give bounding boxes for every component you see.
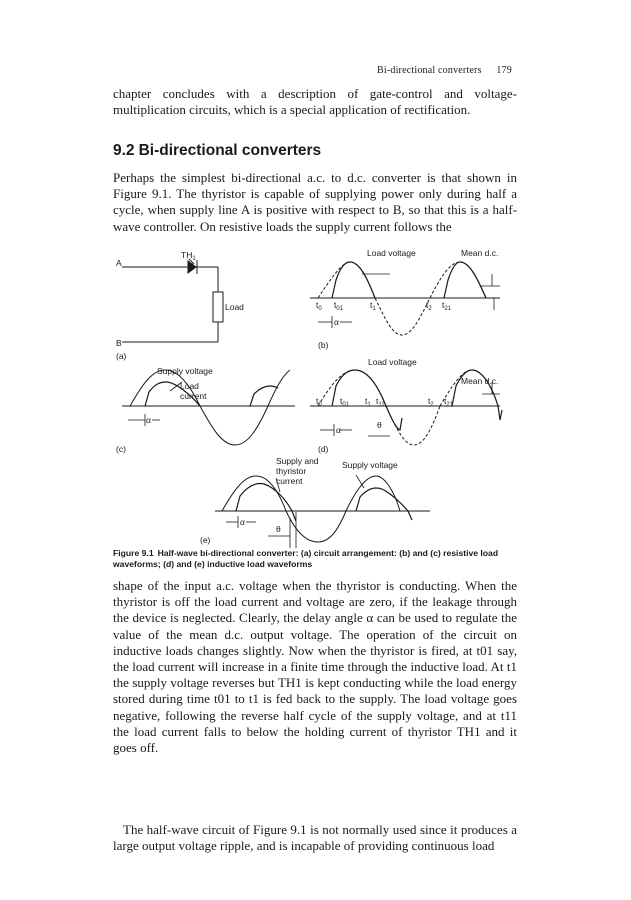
supply-thyristor-label-1: Supply and (276, 456, 319, 466)
alpha-label-c: α (146, 415, 151, 425)
t2-label-d: $t_2$ (428, 396, 434, 408)
panel-d-label: (d) (318, 444, 329, 454)
load-voltage-b1 (332, 262, 375, 298)
running-title: Bi-directional converters (377, 65, 482, 76)
t11-label-d: $t_{11}$ (376, 396, 385, 408)
load-current-label-c1: Load (180, 381, 199, 391)
mean-dc-label-b: Mean d.c. (461, 248, 499, 258)
section-title: Bi-directional converters (138, 142, 322, 159)
paragraph-3: The half-wave circuit of Figure 9.1 is not normally used since it produces a large output voltage ripple, and is incapable of providing continuous load (113, 822, 517, 854)
circuit-diagram (122, 259, 223, 342)
figure-caption (113, 548, 517, 570)
theta-label-e: θ (276, 524, 281, 534)
supply-voltage-label-e: Supply voltage (342, 460, 398, 470)
waveform-e (215, 475, 430, 548)
load-voltage-label-b: Load voltage (367, 248, 416, 258)
node-b-label: B (116, 338, 122, 348)
panel-a-label: (a) (116, 351, 127, 361)
intro-paragraph: chapter concludes with a description of gate-control and voltage-multiplication circuits, which is a special application of rectification. (113, 86, 517, 118)
t01-label-b: $t_{01}$ (334, 300, 344, 312)
supply-voltage-e (222, 476, 400, 542)
panel-c-label: (c) (116, 444, 126, 454)
t1-label-d: $t_1$ (365, 396, 371, 408)
panel-e-label: (e) (200, 535, 211, 545)
load-label: Load (225, 302, 244, 312)
mean-dc-label-d: Mean d.c. (461, 376, 499, 386)
node-a-label: A (116, 258, 122, 268)
panel-b-label: (b) (318, 340, 329, 350)
t01-label-d: $t_{01}$ (340, 396, 350, 408)
alpha-label-d: α (336, 425, 341, 435)
thyristor-current-e1 (236, 484, 296, 522)
load-voltage-label-d: Load voltage (368, 357, 417, 367)
t2-label-b: $t_2$ (426, 300, 432, 312)
caption-label: Figure 9.1 (113, 548, 154, 558)
supply-thyristor-label-3: current (276, 476, 303, 486)
t21-label-d: $t_{21}$ (444, 396, 454, 408)
supply-voltage-c (130, 370, 290, 445)
load-resistor (213, 292, 223, 322)
paragraph-1: Perhaps the simplest bi-directional a.c. to d.c. converter is that shown in Figure 9.1. The thyristor is capable of supplying power only during half a cycle, when supply line A is positive with respect to B, so that this is a half-wave controller. On resistive loads the supply current follows the (113, 170, 517, 234)
theta-label-d: θ (377, 420, 382, 430)
t1-label-b: $t_1$ (370, 300, 376, 312)
alpha-label-b: α (334, 317, 339, 327)
caption-text: Half-wave bi-directional converter: (a) circuit arrangement: (b) and (c) resistive load waveforms; (d) and (e) inductive load waveforms (113, 548, 499, 569)
section-number: 9.2 (113, 142, 135, 159)
t0-label-d: $t_0$ (316, 396, 322, 408)
t0-label-b: $t_0$ (316, 300, 322, 312)
load-voltage-b2 (444, 262, 486, 298)
t21-label-b: $t_{21}$ (442, 300, 452, 312)
page-number: 179 (496, 65, 512, 76)
thyristor-symbol (188, 261, 196, 273)
thyristor-label: $TH_1$ (181, 250, 196, 262)
paragraph-2: shape of the input a.c. voltage when the thyristor is conducting. When the thyristor is off the load current and voltage are zero, if the leakage through the device is neglected. Clearly, the delay angle α can be used to regulate the value of the mean d.c. output voltage. The operation of the circuit on inductive loads changes slightly. Now when the thyristor is fired, at t01 say, the load current will increase in a finite time through the inductive load. At t1 the supply voltage reverses but TH1 is kept conducting while the load energy stored during time t01 to t1 is fed back to the supply. The load voltage goes negative, following the reverse half cycle of the supply voltage, and at t11 the load current falls to below the holding current of thyristor TH1 and it goes off. (113, 578, 517, 756)
supply-voltage-label-c: Supply voltage (157, 366, 213, 376)
waveform-c (122, 370, 295, 445)
load-current-label-c2: current (180, 391, 207, 401)
alpha-label-e: α (240, 517, 245, 527)
supply-thyristor-label-2: thyristor (276, 466, 307, 476)
